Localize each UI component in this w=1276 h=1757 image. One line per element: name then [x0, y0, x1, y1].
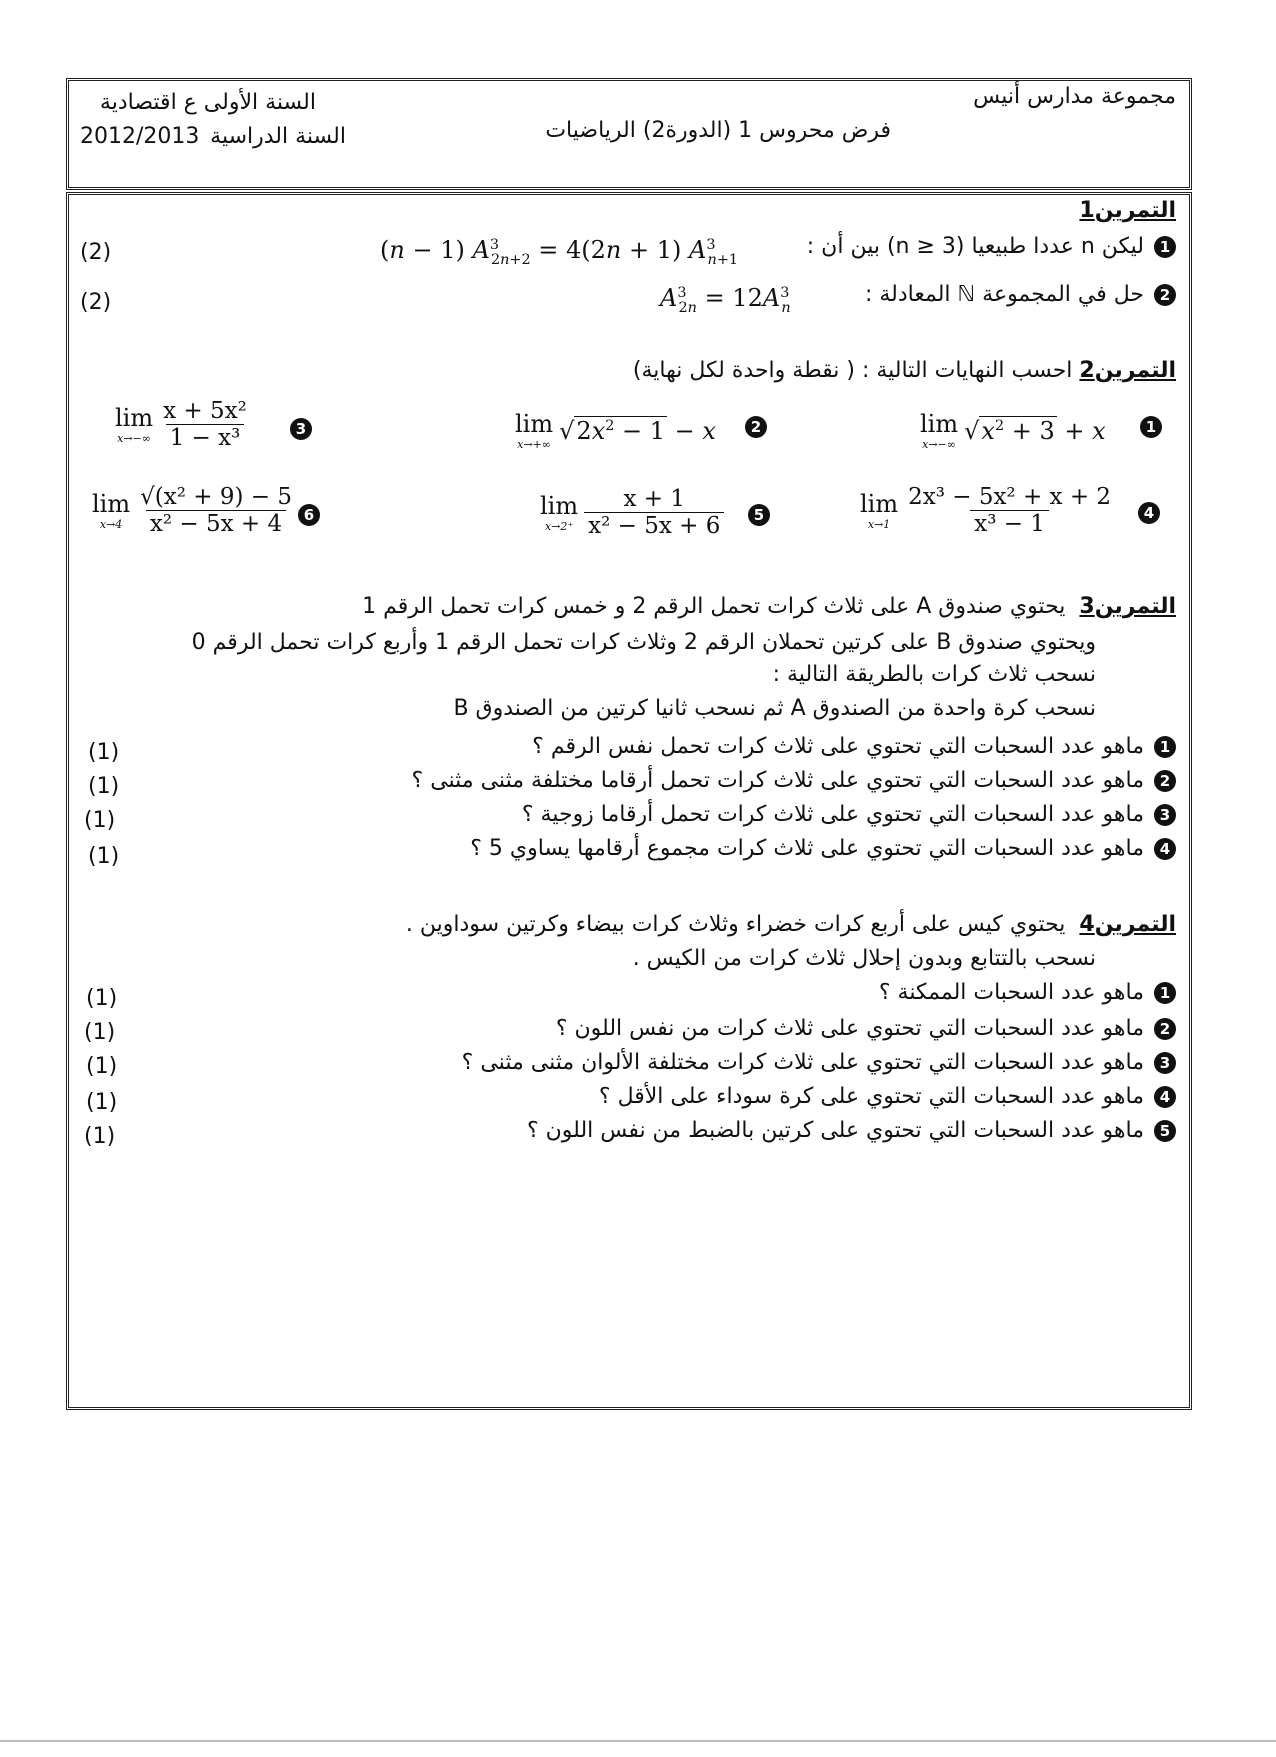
limit-4-number: 4	[1128, 502, 1160, 524]
limit-5: lim x→2⁺ $\frac{x + 1}{\text{x² − 5x + 6}}$	[540, 486, 724, 539]
exercise-3-line-4: نسحب كرة واحدة من الصندوق A ثم نسحب ثانيا كرتين من الصندوق B	[453, 696, 1096, 721]
exercise-3-line-3: نسحب ثلاث كرات بالطريقة التالية :	[772, 662, 1096, 687]
year-label: السنة الدراسية	[210, 124, 346, 149]
limit-1: lim x→−∞ $√x^2 + 3 + x$	[920, 410, 1106, 451]
scan-mark	[0, 1740, 1276, 1742]
ex4-question-2: 2ماهو عدد السحبات التي تحتوي على ثلاث كرات من نفس اللون ؟	[556, 1016, 1176, 1041]
limit-3-number: 3	[280, 418, 312, 440]
ex3-q4-points: (1)	[88, 844, 120, 869]
ex3-question-2: 2ماهو عدد السحبات التي تحتوي على ثلاث كرات تحمل أرقاما مختلفة مثنى مثنى ؟	[412, 768, 1176, 793]
school-year: 2012/2013	[80, 124, 200, 149]
exercise-3-title: التمرين3	[1079, 594, 1176, 619]
ex4-question-3: 3ماهو عدد السحبات التي تحتوي على ثلاث كرات مختلفة الألوان مثنى مثنى ؟	[462, 1050, 1176, 1075]
ex3-question-4: 4ماهو عدد السحبات التي تحتوي على ثلاث كرات مجموع أرقامها يساوي 5 ؟	[470, 836, 1176, 861]
limit-6-number: 6	[288, 504, 320, 526]
ex4-q2-points: (1)	[84, 1020, 116, 1045]
q2-formula: $A^3_{2n} = 12A^3_n$	[660, 284, 791, 316]
exercise-1-q1	[807, 234, 1176, 259]
exercise-3-line-1: التمرين3 يحتوي صندوق A على ثلاث كرات تحمل الرقم 2 و خمس كرات تحمل الرقم 1	[362, 594, 1176, 619]
exercise-3-line-2: ويحتوي صندوق B على كرتين تحملان الرقم 2 وثلاث كرات تحمل الرقم 1 وأربع كرات تحمل الرقم 0	[191, 630, 1096, 655]
q1-formula: (n − 1) $A^3_{2n+2} = 4(2n + 1)$ $A^3_{n+1}$	[380, 236, 739, 268]
q1-text: ليكن n عددا طبيعيا (n ≥ 3) بين أن :	[806, 234, 1144, 259]
ex3-q3-points: (1)	[84, 808, 116, 833]
ex3-q2-points: (1)	[88, 774, 120, 799]
exam-title: فرض محروس 1 (الدورة2) الرياضيات	[545, 118, 891, 143]
ex4-q3-points: (1)	[86, 1054, 118, 1079]
ex3-q1-points: (1)	[88, 740, 120, 765]
ex4-question-5: 5ماهو عدد السحبات التي تحتوي على كرتين بالضبط من نفس اللون ؟	[527, 1118, 1176, 1143]
ex3-question-1: 1ماهو عدد السحبات التي تحتوي على ثلاث كرات تحمل نفس الرقم ؟	[532, 734, 1176, 759]
limit-4: lim x→1 $\frac{\text{2x³ − 5x² + x + 2}}{\text{x³ − 1}}$	[860, 484, 1112, 537]
exercise-2-intro: احسب النهايات التالية : ( نقطة واحدة لكل نهاية)	[632, 358, 1073, 383]
exercise-1-q2	[865, 282, 1176, 307]
limit-6: lim x→4 $\frac{\text{√(x² + 9) − 5}}{\text{x² − 5x + 4}}$	[92, 484, 292, 537]
ex4-q5-points: (1)	[84, 1124, 116, 1149]
exercise-4-line-1: التمرين4 يحتوي كيس على أربع كرات خضراء وثلاث كرات بيضاء وكرتين سوداوين .	[405, 912, 1176, 937]
exercise-1-title: التمرين1	[1079, 198, 1176, 223]
exercise-2-header	[633, 358, 1176, 383]
school-name: مجموعة مدارس أنيس	[973, 84, 1176, 109]
class-level: السنة الأولى ع اقتصادية	[99, 90, 316, 115]
exercise-4-title: التمرين4	[1079, 912, 1176, 937]
q2-points: (2)	[80, 290, 112, 315]
ex3-question-3: 3ماهو عدد السحبات التي تحتوي على ثلاث كرات تحمل أرقاما زوجية ؟	[522, 802, 1176, 827]
number-1-icon: 1	[1154, 236, 1176, 258]
limit-1-number: 1	[1130, 416, 1162, 438]
ex4-question-1: 1ماهو عدد السحبات الممكنة ؟	[879, 980, 1176, 1005]
exercise-4-line-2: نسحب بالتتابع وبدون إحلال ثلاث كرات من الكيس .	[632, 946, 1096, 971]
ex4-q4-points: (1)	[86, 1090, 118, 1115]
ex4-q1-points: (1)	[86, 986, 118, 1011]
limit-2: lim x→+∞ $√2x^2 - 1 - x$	[515, 410, 716, 451]
limit-3: lim x→−∞ $\frac{\text{x + 5x²}}{\text{1 − x³}}$	[115, 398, 247, 451]
limit-2-number: 2	[735, 416, 767, 438]
limit-5-number: 5	[738, 504, 770, 526]
q2-text: حل في المجموعة ℕ المعادلة :	[864, 282, 1144, 307]
number-2-icon: 2	[1154, 284, 1176, 306]
exercise-2-title: التمرين2	[1079, 358, 1176, 383]
ex4-question-4: 4ماهو عدد السحبات التي تحتوي على كرة سوداء على الأقل ؟	[599, 1084, 1176, 1109]
q1-points: (2)	[80, 240, 112, 265]
